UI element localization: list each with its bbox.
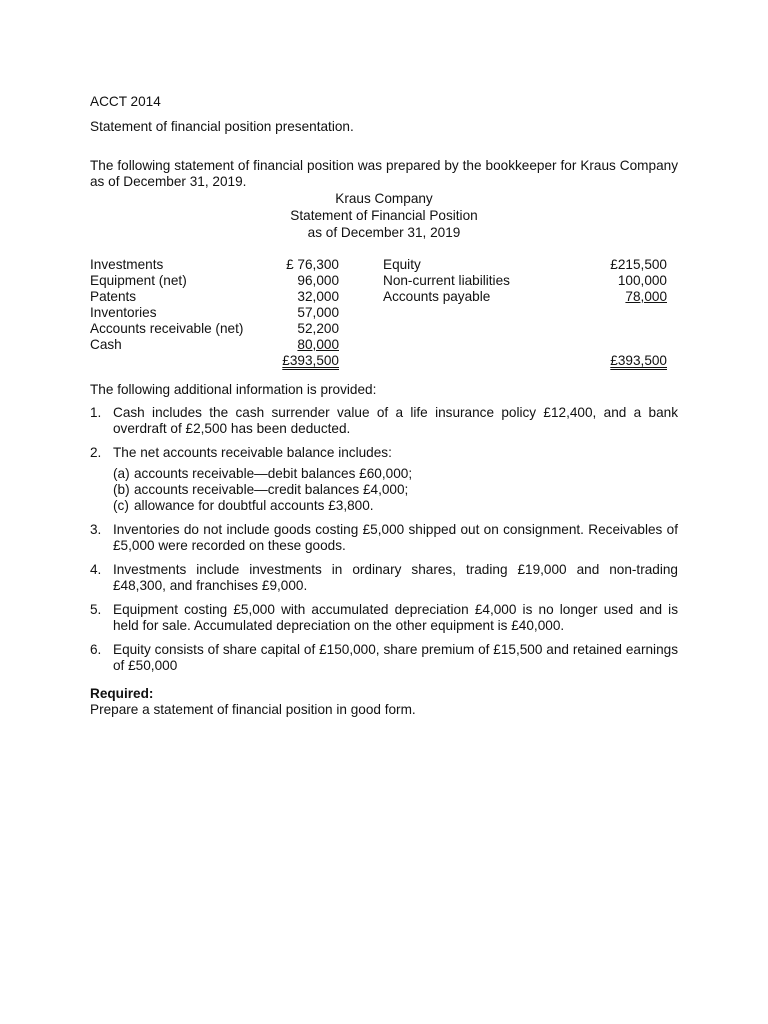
statement-title: Statement of Financial Position	[290, 208, 478, 223]
item-text: Equipment costing £5,000 with accumulated depreciation £4,000 is no longer used and is held for sale. Accumulated depreciation on the other equipment is £40,000.	[113, 602, 678, 633]
asset-amount: 52,200	[297, 321, 339, 336]
claim-amount-value: 78,000	[625, 289, 667, 304]
course-code: ACCT 2014	[90, 94, 161, 109]
asset-amount: 57,000	[297, 305, 339, 320]
company-name: Kraus Company	[335, 191, 433, 206]
asset-amount: 96,000	[297, 273, 339, 288]
document-page	[90, 94, 678, 718]
required-text: Prepare a statement of financial position in good form.	[90, 702, 416, 717]
sub-item-text: allowance for doubtful accounts £3,800.	[134, 498, 374, 513]
asset-total-value: £393,500	[282, 353, 339, 368]
item-number: 3.	[90, 522, 102, 537]
sub-item	[113, 466, 678, 482]
claim-total	[590, 353, 667, 369]
list-item	[90, 445, 678, 514]
asset-label: Patents	[90, 289, 137, 304]
claim-label: Non-current liabilities	[383, 273, 510, 288]
sub-item-text: accounts receivable—credit balances £4,000;	[134, 482, 409, 497]
asset-total	[270, 353, 339, 369]
asset-amount-value: 80,000	[297, 337, 339, 352]
list-item	[90, 522, 678, 554]
sub-item	[113, 482, 678, 498]
list-item	[90, 405, 678, 437]
item-number: 5.	[90, 602, 102, 617]
sub-item-letter: (a)	[113, 466, 130, 481]
financial-position-table	[90, 257, 678, 369]
item-number: 2.	[90, 445, 102, 460]
list-item	[90, 642, 678, 674]
asset-label: Equipment (net)	[90, 273, 187, 288]
sub-item-letter: (b)	[113, 482, 130, 497]
item-number: 4.	[90, 562, 102, 577]
assignment-subtitle: Statement of financial position presentation.	[90, 119, 354, 134]
required-heading: Required:	[90, 686, 154, 701]
sub-item-text: accounts receivable—debit balances £60,000;	[134, 466, 413, 481]
asset-label: Investments	[90, 257, 164, 272]
asset-amount: 32,000	[297, 289, 339, 304]
claim-total-value: £393,500	[610, 353, 667, 368]
item-text: The net accounts receivable balance includes:	[113, 445, 392, 460]
sub-item	[113, 498, 678, 514]
receivable-sublist	[113, 466, 678, 514]
statement-heading	[90, 190, 678, 241]
item-number: 6.	[90, 642, 102, 657]
claim-amount: 100,000	[617, 273, 667, 288]
additional-info-list	[90, 405, 678, 674]
claim-amount	[590, 289, 667, 305]
claim-amount: £215,500	[610, 257, 667, 272]
asset-amount	[270, 337, 339, 353]
item-text: Inventories do not include goods costing £5,000 shipped out on consignment. Receivables of £5,000 were recorded on these goods.	[113, 522, 678, 553]
statement-date: as of December 31, 2019	[307, 225, 461, 240]
asset-label: Inventories	[90, 305, 157, 320]
item-number: 1.	[90, 405, 102, 420]
list-item	[90, 562, 678, 594]
sub-item-letter: (c)	[113, 498, 129, 513]
asset-label: Accounts receivable (net)	[90, 321, 244, 336]
item-text: Investments include investments in ordinary shares, trading £19,000 and non-trading £48,300, and franchises £9,000.	[113, 562, 678, 593]
intro-paragraph: The following statement of financial position was prepared by the bookkeeper for Kraus Company as of December 31, 2019.	[90, 158, 678, 189]
asset-label: Cash	[90, 337, 122, 352]
list-item	[90, 602, 678, 634]
claim-label: Accounts payable	[383, 289, 491, 304]
item-text: Equity consists of share capital of £150,000, share premium of £15,500 and retained earnings of £50,000	[113, 642, 678, 673]
additional-info-intro: The following additional information is provided:	[90, 382, 377, 397]
item-text: Cash includes the cash surrender value of a life insurance policy £12,400, and a bank overdraft of £2,500 has been deducted.	[113, 405, 678, 436]
asset-amount: £ 76,300	[286, 257, 339, 272]
claim-label: Equity	[383, 257, 421, 272]
